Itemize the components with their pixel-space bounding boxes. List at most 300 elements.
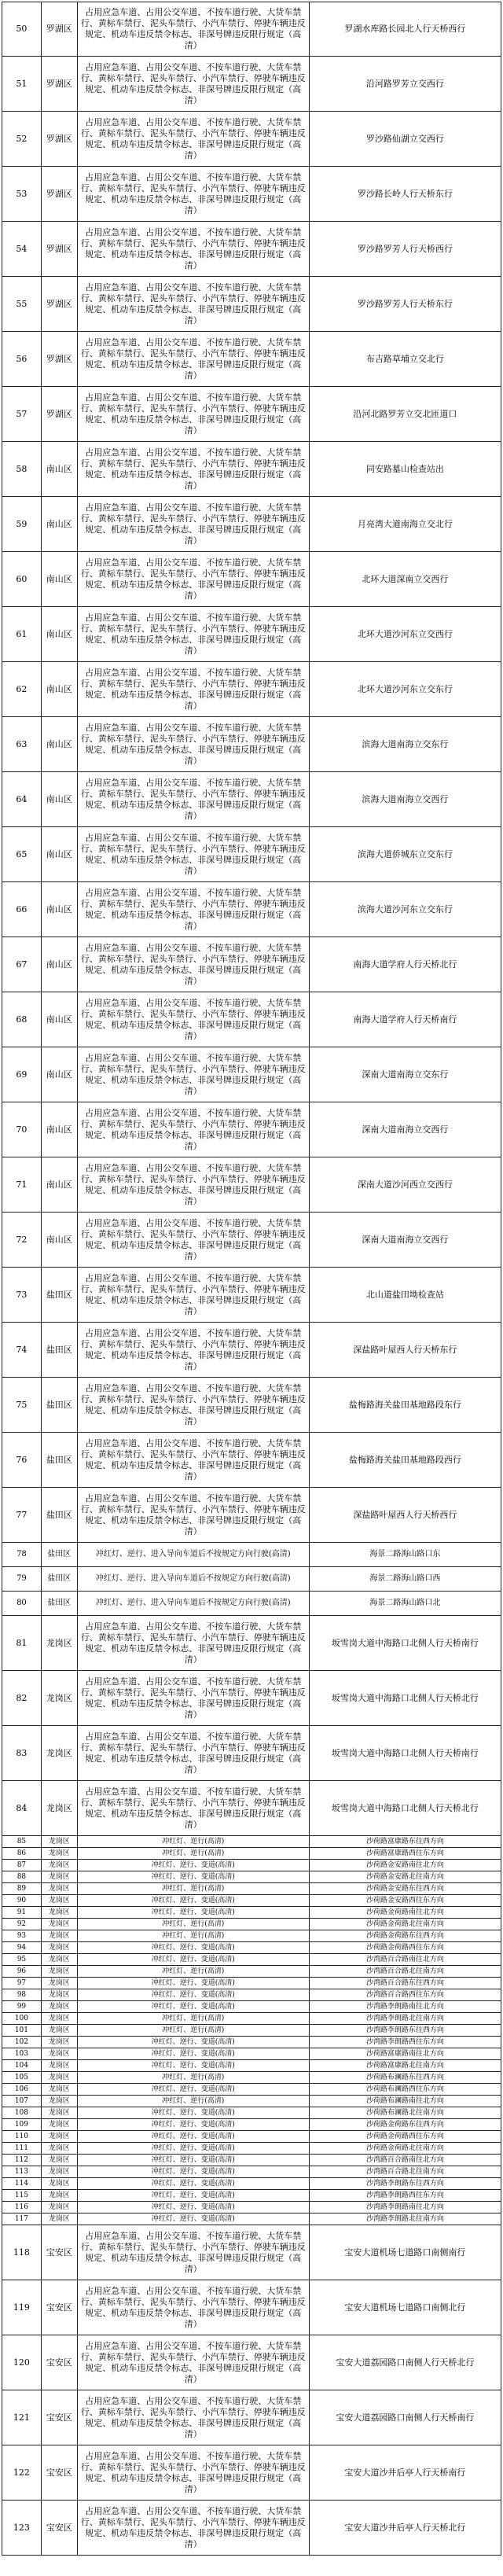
- violation-cell: 冲红灯、逆行、变道(高清): [78, 2155, 310, 2166]
- table-row: [2, 332, 501, 387]
- location-cell: 沙荷路富康路北往南方向: [365, 2062, 444, 2070]
- location-cell: 沙荷路金荷路西往东方向: [365, 1944, 444, 1952]
- violation-cell: 冲红灯、逆行、进入导向车道后不按规定方向行驶(高清): [78, 1567, 310, 1591]
- location-cell: 宝安大道机场七道路口南侧南行: [344, 2247, 466, 2258]
- location-cell: 坂雪岗大道中海路口北侧人行天桥北行: [331, 1692, 479, 1703]
- violation-cell: 占用应急车道、占用公交车道、不按车道行驶、大货车禁行、黄标车禁行、泥头车禁行、小汽车禁行、停驶车辆违反规定、机动车违反禁令标志、非深号牌违反限行规定（高清）: [78, 387, 310, 441]
- row-number: 62: [2, 662, 42, 716]
- violation-cell: 占用应急车道、占用公交车道、不按车道行驶、大货车禁行、黄标车禁行、泥头车禁行、小汽车禁行、停驶车辆违反规定、机动车违反禁令标志、非深号牌违反限行规定（高清）: [78, 882, 310, 937]
- location-cell: 沙荷路金荷路北往南方向: [365, 1920, 444, 1928]
- district-cell: 宝安区: [42, 2225, 78, 2280]
- location-cell: 沙荷路金安路南往北方向: [365, 1861, 444, 1869]
- violation-cell: 占用应急车道、占用公交车道、不按车道行驶、大货车禁行、黄标车禁行、泥头车禁行、小汽车禁行、停驶车辆违反规定、机动车违反禁令标志、非深号牌违反限行规定（高清）: [78, 1213, 310, 1267]
- table-row: [2, 2390, 501, 2445]
- location-cell: 北山道盐田坳检查站: [365, 1289, 444, 1300]
- row-number: 56: [2, 332, 42, 386]
- table-row: [2, 2335, 501, 2390]
- row-number: 64: [2, 772, 42, 826]
- location-cell: 南海大道学府人行天桥北行: [353, 959, 457, 970]
- row-number: 71: [2, 1157, 42, 1212]
- location-cell: 坂雪岗大道中海路口北侧人行天桥南行: [331, 1747, 479, 1758]
- violation-cell: 占用应急车道、占用公交车道、不按车道行驶、大货车禁行、黄标车禁行、泥头车禁行、小汽车禁行、停驶车辆违反规定、机动车违反禁令标志、非深号牌违反限行规定（高清）: [78, 1157, 310, 1212]
- violation-cell: 冲红灯、逆行(高清): [78, 1848, 310, 1859]
- location-cell: 沙荷路金安路东往西方向: [365, 1885, 444, 1893]
- violation-cell: 冲红灯、逆行(高清): [78, 1919, 310, 1930]
- row-number: 113: [2, 2166, 42, 2177]
- row-number: 108: [2, 2107, 42, 2118]
- location-cell: 盐梅路海关盐田基地路段西行: [348, 1454, 461, 1465]
- violation-cell: 冲红灯、逆行、变道(高清): [78, 2178, 310, 2189]
- location-cell: 沙湾路百合路东往西方向: [365, 1979, 444, 1987]
- table-row: [2, 1616, 501, 1671]
- location-cell: 罗沙路仙湖立交西行: [365, 133, 444, 144]
- location-cell: 沙湾路百合路南往北方向: [365, 2156, 444, 2164]
- violation-cell: 冲红灯、逆行、变道(高清): [78, 1871, 310, 1882]
- row-number: 61: [2, 607, 42, 661]
- row-number: 88: [2, 1871, 42, 1882]
- violation-cell: 占用应急车道、占用公交车道、不按车道行驶、大货车禁行、黄标车禁行、泥头车禁行、小汽车禁行、停驶车辆违反规定、机动车违反禁令标志、非深号牌违反限行规定（高清）: [78, 1378, 310, 1432]
- table-row: [2, 2037, 501, 2048]
- row-number: 118: [2, 2225, 42, 2280]
- violation-cell: 冲红灯、逆行、变道(高清): [78, 1895, 310, 1906]
- location-cell: 沙荷路富康路东往西方向: [365, 1838, 444, 1846]
- location-cell: 沙荷路金安路西往东方向: [365, 1897, 444, 1904]
- violation-cell: 冲红灯、逆行、变道(高清): [78, 2202, 310, 2213]
- district-cell: 罗湖区: [42, 57, 78, 111]
- table-row: [2, 882, 501, 937]
- district-cell: 龙岗区: [42, 2084, 78, 2095]
- location-cell: 沙荷路富康路南往北方向: [365, 2050, 444, 2058]
- violation-cell: 冲红灯、逆行、进入导向车道后不按规定方向行驶(高清): [78, 1592, 310, 1615]
- district-cell: 龙岗区: [42, 1989, 78, 2000]
- violation-cell: 冲红灯、逆行、变道(高清): [78, 2048, 310, 2059]
- row-number: 104: [2, 2060, 42, 2071]
- district-cell: 龙岗区: [42, 2025, 78, 2036]
- table-row: [2, 1726, 501, 1781]
- violation-cell: 冲红灯、逆行(高清): [78, 2072, 310, 2083]
- table-row: [2, 2084, 501, 2096]
- row-number: 100: [2, 2013, 42, 2024]
- row-number: 60: [2, 552, 42, 606]
- district-cell: 南山区: [42, 772, 78, 826]
- violation-cell: 占用应急车道、占用公交车道、不按车道行驶、大货车禁行、黄标车禁行、泥头车禁行、小汽车禁行、停驶车辆违反规定、机动车违反禁令标志、非深号牌违反限行规定（高清）: [78, 1616, 310, 1670]
- violation-cell: 冲红灯、逆行、变道(高清): [78, 2119, 310, 2130]
- district-cell: 盐田区: [42, 1592, 78, 1615]
- table-row: [2, 1919, 501, 1930]
- district-cell: 龙岗区: [42, 2096, 78, 2107]
- district-cell: 南山区: [42, 937, 78, 992]
- violation-cell: 占用应急车道、占用公交车道、不按车道行驶、大货车禁行、黄标车禁行、泥头车禁行、小汽车禁行、停驶车辆违反规定、机动车违反禁令标志、非深号牌违反限行规定（高清）: [78, 1726, 310, 1780]
- row-number: 69: [2, 1047, 42, 1102]
- table-row: [2, 57, 501, 112]
- row-number: 112: [2, 2155, 42, 2166]
- location-cell: 海景二路海山路口东: [369, 1550, 441, 1558]
- table-row: [2, 992, 501, 1047]
- violation-cell: 占用应急车道、占用公交车道、不按车道行驶、大货车禁行、黄标车禁行、泥头车禁行、小汽车禁行、停驶车辆违反规定、机动车违反禁令标志、非深号牌违反限行规定（高清）: [78, 552, 310, 606]
- district-cell: 罗湖区: [42, 387, 78, 441]
- district-cell: 南山区: [42, 1157, 78, 1212]
- table-row: [2, 1836, 501, 1848]
- table-row: [2, 167, 501, 222]
- location-cell: 布吉路草埔立交北行: [365, 353, 444, 364]
- district-cell: 龙岗区: [42, 1671, 78, 1725]
- violation-cell: 冲红灯、逆行、变道(高清): [78, 1978, 310, 1989]
- row-number: 114: [2, 2178, 42, 2189]
- violation-cell: 占用应急车道、占用公交车道、不按车道行驶、大货车禁行、黄标车禁行、泥头车禁行、小汽车禁行、停驶车辆违反规定、机动车违反禁令标志、非深号牌违反限行规定（高清）: [78, 827, 310, 881]
- location-cell: 坂雪岗大道中海路口北侧人行天桥北行: [331, 1802, 479, 1813]
- table-row: [2, 2001, 501, 2013]
- location-cell: 沙湾路李朗路南往北方向: [365, 2003, 444, 2011]
- row-number: 79: [2, 1567, 42, 1591]
- district-cell: 龙岗区: [42, 1907, 78, 1918]
- district-cell: 盐田区: [42, 1433, 78, 1487]
- location-cell: 沙湾路李朗路北往南方向: [365, 2215, 444, 2223]
- location-cell: 沙湾路李朗路东往西方向: [365, 2180, 444, 2188]
- violation-cell: 冲红灯、逆行(高清): [78, 1836, 310, 1847]
- location-cell: 深南大道沙河西立交西行: [357, 1179, 453, 1190]
- table-row: [2, 2280, 501, 2335]
- district-cell: 龙岗区: [42, 2119, 78, 2130]
- district-cell: 龙岗区: [42, 1883, 78, 1894]
- row-number: 83: [2, 1726, 42, 1780]
- location-cell: 滨海大道南海立交西行: [362, 793, 449, 804]
- violation-cell: 占用应急车道、占用公交车道、不按车道行驶、大货车禁行、黄标车禁行、泥头车禁行、小汽车禁行、停驶车辆违反规定、机动车违反禁令标志、非深号牌违反限行规定（高清）: [78, 277, 310, 331]
- district-cell: 龙岗区: [42, 2143, 78, 2154]
- row-number: 59: [2, 497, 42, 551]
- violation-cell: 占用应急车道、占用公交车道、不按车道行驶、大货车禁行、黄标车禁行、泥头车禁行、小汽车禁行、停驶车辆违反规定、机动车违反禁令标志、非深号牌违反限行规定（高清）: [78, 2225, 310, 2280]
- table-row: [2, 497, 501, 552]
- violation-cell: 冲红灯、逆行、变道(高清): [78, 2166, 310, 2177]
- district-cell: 宝安区: [42, 2445, 78, 2500]
- table-row: [2, 1930, 501, 1942]
- row-number: 122: [2, 2445, 42, 2500]
- table-row: [2, 1848, 501, 1860]
- violation-cell: 占用应急车道、占用公交车道、不按车道行驶、大货车禁行、黄标车禁行、泥头车禁行、小汽车禁行、停驶车辆违反规定、机动车违反禁令标志、非深号牌违反限行规定（高清）: [78, 992, 310, 1047]
- violation-cell: 占用应急车道、占用公交车道、不按车道行驶、大货车禁行、黄标车禁行、泥头车禁行、小汽车禁行、停驶车辆违反规定、机动车违反禁令标志、非深号牌违反限行规定（高清）: [78, 1781, 310, 1835]
- row-number: 120: [2, 2335, 42, 2390]
- violation-cell: 占用应急车道、占用公交车道、不按车道行驶、大货车禁行、黄标车禁行、泥头车禁行、小汽车禁行、停驶车辆违反规定、机动车违反禁令标志、非深号牌违反限行规定（高清）: [78, 1102, 310, 1157]
- violation-cell: 冲红灯、逆行、变道(高清): [78, 2037, 310, 2048]
- row-number: 58: [2, 442, 42, 496]
- violation-cell: 占用应急车道、占用公交车道、不按车道行驶、大货车禁行、黄标车禁行、泥头车禁行、小汽车禁行、停驶车辆违反规定、机动车违反禁令标志、非深号牌违反限行规定（高清）: [78, 662, 310, 716]
- location-cell: 沙湾路百合路北往南方向: [365, 2168, 444, 2176]
- table-row: [2, 1883, 501, 1895]
- district-cell: 罗湖区: [42, 277, 78, 331]
- location-cell: 沙湾路李朗路南往北方向: [365, 2203, 444, 2211]
- violation-cell: 冲红灯、逆行(高清): [78, 2096, 310, 2107]
- location-cell: 沙荷路布澜路北往南方向: [365, 2109, 444, 2117]
- row-number: 91: [2, 1907, 42, 1918]
- row-number: 52: [2, 112, 42, 166]
- district-cell: 盐田区: [42, 1543, 78, 1566]
- violation-cell: 占用应急车道、占用公交车道、不按车道行驶、大货车禁行、黄标车禁行、泥头车禁行、小汽车禁行、停驶车辆违反规定、机动车违反禁令标志、非深号牌违反限行规定（高清）: [78, 222, 310, 276]
- row-number: 66: [2, 882, 42, 937]
- row-number: 81: [2, 1616, 42, 1670]
- district-cell: 龙岗区: [42, 2214, 78, 2225]
- table-row: [2, 1157, 501, 1213]
- table-row: [2, 1268, 501, 1323]
- table-row: [2, 2131, 501, 2143]
- table-row: [2, 277, 501, 332]
- location-cell: 沙湾路李朗路西往东方向: [365, 2038, 444, 2046]
- table-row: [2, 2214, 501, 2225]
- location-cell: 宝安大道荔园路口南侧人行天桥北行: [336, 2357, 475, 2368]
- district-cell: 龙岗区: [42, 1781, 78, 1835]
- location-cell: 沙荷路金荷路东往西方向: [365, 2121, 444, 2129]
- table-row: [2, 1488, 501, 1543]
- violation-cell: 占用应急车道、占用公交车道、不按车道行驶、大货车禁行、黄标车禁行、泥头车禁行、小汽车禁行、停驶车辆违反规定、机动车违反禁令标志、非深号牌违反限行规定（高清）: [78, 1671, 310, 1725]
- location-cell: 罗沙路长岭人行天桥东行: [357, 188, 453, 199]
- row-number: 86: [2, 1848, 42, 1859]
- district-cell: 盐田区: [42, 1378, 78, 1432]
- location-cell: 宝安大道荔园路口南侧人行天桥南行: [336, 2412, 475, 2423]
- row-number: 106: [2, 2084, 42, 2095]
- row-number: 117: [2, 2214, 42, 2225]
- violation-cell: 冲红灯、逆行、变道(高清): [78, 2190, 310, 2201]
- table-row: [2, 662, 501, 717]
- location-cell: 同安路墓山检查站出: [365, 463, 444, 474]
- location-cell: 沙湾路李朗路东往西方向: [365, 2026, 444, 2034]
- location-cell: 罗湖水库路长园北人行天桥西行: [344, 24, 466, 34]
- district-cell: 龙岗区: [42, 1954, 78, 1965]
- district-cell: 龙岗区: [42, 2001, 78, 2012]
- district-cell: 宝安区: [42, 2335, 78, 2390]
- location-cell: 沙荷路金荷路西往东方向: [365, 2133, 444, 2140]
- table-row: [2, 2119, 501, 2131]
- location-cell: 沙荷路富康路西往东方向: [365, 1849, 444, 1857]
- violation-cell: 冲红灯、逆行、进入导向车道后不按规定方向行驶(高清): [78, 1543, 310, 1566]
- location-cell: 罗沙路罗芳人行天桥西行: [357, 243, 453, 254]
- location-cell: 沙荷路金荷路北往南方向: [365, 2144, 444, 2152]
- district-cell: 南山区: [42, 552, 78, 606]
- district-cell: 龙岗区: [42, 2131, 78, 2142]
- location-cell: 滨海大道侨城东立交东行: [357, 848, 453, 859]
- district-cell: 南山区: [42, 882, 78, 937]
- table-row: [2, 1978, 501, 1989]
- district-cell: 龙岗区: [42, 1860, 78, 1871]
- table-row: [2, 2501, 501, 2556]
- violation-cell: 占用应急车道、占用公交车道、不按车道行驶、大货车禁行、黄标车禁行、泥头车禁行、小汽车禁行、停驶车辆违反规定、机动车违反禁令标志、非深号牌违反限行规定（高清）: [78, 2501, 310, 2555]
- table-row: [2, 1895, 501, 1907]
- row-number: 85: [2, 1836, 42, 1847]
- table-row: [2, 772, 501, 827]
- location-cell: 海景二路海山路口西: [369, 1574, 441, 1583]
- district-cell: 南山区: [42, 827, 78, 881]
- district-cell: 南山区: [42, 442, 78, 496]
- violation-cell: 冲红灯、逆行、变道(高清): [78, 1860, 310, 1871]
- location-cell: 盐梅路海关盐田基地路段东行: [348, 1399, 461, 1410]
- row-number: 51: [2, 57, 42, 111]
- district-cell: 龙岗区: [42, 2155, 78, 2166]
- location-cell: 南海大道学府人行天桥南行: [353, 1014, 457, 1025]
- location-cell: 沿河北路罗芳立交北匝道口: [353, 408, 457, 419]
- district-cell: 盐田区: [42, 1567, 78, 1591]
- district-cell: 龙岗区: [42, 1836, 78, 1847]
- row-number: 107: [2, 2096, 42, 2107]
- location-cell: 海景二路海山路口北: [369, 1599, 441, 1607]
- table-row: [2, 2060, 501, 2072]
- row-number: 95: [2, 1954, 42, 1965]
- table-row: [2, 827, 501, 882]
- table-row: [2, 112, 501, 167]
- district-cell: 南山区: [42, 1102, 78, 1157]
- row-number: 123: [2, 2501, 42, 2555]
- location-cell: 北环大道沙河东立交西行: [357, 628, 453, 639]
- district-cell: 盐田区: [42, 1268, 78, 1322]
- row-number: 92: [2, 1919, 42, 1930]
- violation-cell: 占用应急车道、占用公交车道、不按车道行驶、大货车禁行、黄标车禁行、泥头车禁行、小汽车禁行、停驶车辆违反规定、机动车违反禁令标志、非深号牌违反限行规定（高清）: [78, 112, 310, 166]
- table-row: [2, 1213, 501, 1268]
- row-number: 63: [2, 717, 42, 771]
- district-cell: 罗湖区: [42, 167, 78, 221]
- table-row: [2, 2166, 501, 2178]
- violation-cell: 占用应急车道、占用公交车道、不按车道行驶、大货车禁行、黄标车禁行、泥头车禁行、小汽车禁行、停驶车辆违反规定、机动车违反禁令标志、非深号牌违反限行规定（高清）: [78, 2280, 310, 2335]
- row-number: 78: [2, 1543, 42, 1566]
- location-cell: 沙荷路金安路北往南方向: [365, 1873, 444, 1881]
- district-cell: 南山区: [42, 717, 78, 771]
- violation-cell: 冲红灯、逆行、变道(高清): [78, 2001, 310, 2012]
- table-row: [2, 2190, 501, 2202]
- district-cell: 龙岗区: [42, 1978, 78, 1989]
- table-row: [2, 2013, 501, 2025]
- violation-cell: 占用应急车道、占用公交车道、不按车道行驶、大货车禁行、黄标车禁行、泥头车禁行、小汽车禁行、停驶车辆违反规定、机动车违反禁令标志、非深号牌违反限行规定（高清）: [78, 1433, 310, 1487]
- district-cell: 宝安区: [42, 2280, 78, 2335]
- table-row: [2, 2225, 501, 2280]
- row-number: 102: [2, 2037, 42, 2048]
- district-cell: 南山区: [42, 662, 78, 716]
- row-number: 97: [2, 1978, 42, 1989]
- row-number: 84: [2, 1781, 42, 1835]
- table-row: [2, 1989, 501, 2001]
- district-cell: 宝安区: [42, 2390, 78, 2445]
- row-number: 101: [2, 2025, 42, 2036]
- table-row: [2, 1102, 501, 1157]
- table-row: [2, 2, 501, 57]
- row-number: 99: [2, 2001, 42, 2012]
- table-row: [2, 2025, 501, 2037]
- district-cell: 龙岗区: [42, 2166, 78, 2177]
- district-cell: 盐田区: [42, 1488, 78, 1542]
- row-number: 93: [2, 1930, 42, 1941]
- table-row: [2, 1954, 501, 1966]
- district-cell: 龙岗区: [42, 1942, 78, 1953]
- violation-cell: 冲红灯、逆行(高清): [78, 1966, 310, 1977]
- violation-cell: 占用应急车道、占用公交车道、不按车道行驶、大货车禁行、黄标车禁行、泥头车禁行、小汽车禁行、停驶车辆违反规定、机动车违反禁令标志、非深号牌违反限行规定（高清）: [78, 2335, 310, 2390]
- violation-cell: 占用应急车道、占用公交车道、不按车道行驶、大货车禁行、黄标车禁行、泥头车禁行、小汽车禁行、停驶车辆违反规定、机动车违反禁令标志、非深号牌违反限行规定（高清）: [78, 332, 310, 386]
- table-row: [2, 2143, 501, 2155]
- location-cell: 滨海大道沙河东立交东行: [357, 903, 453, 914]
- row-number: 103: [2, 2048, 42, 2059]
- table-row: [2, 2178, 501, 2190]
- district-cell: 龙岗区: [42, 2178, 78, 2189]
- violation-cell: 占用应急车道、占用公交车道、不按车道行驶、大货车禁行、黄标车禁行、泥头车禁行、小汽车禁行、停驶车辆违反规定、机动车违反禁令标志、非深号牌违反限行规定（高清）: [78, 57, 310, 111]
- violation-cell: 冲红灯、逆行、变道(高清): [78, 2214, 310, 2225]
- row-number: 54: [2, 222, 42, 276]
- district-cell: 南山区: [42, 1213, 78, 1267]
- row-number: 80: [2, 1592, 42, 1615]
- district-cell: 龙岗区: [42, 1848, 78, 1859]
- location-cell: 沙湾路李朗路西往东方向: [365, 2191, 444, 2199]
- row-number: 50: [2, 2, 42, 56]
- location-cell: 坂雪岗大道中海路口北侧人行天桥南行: [331, 1637, 479, 1648]
- location-cell: 沙荷路布澜路南往北方向: [365, 2097, 444, 2105]
- violation-cell: 冲红灯、逆行、变道(高清): [78, 2060, 310, 2071]
- violation-cell: 冲红灯、逆行、变道(高清): [78, 2107, 310, 2118]
- district-cell: 龙岗区: [42, 1616, 78, 1670]
- row-number: 90: [2, 1895, 42, 1906]
- table-row: [2, 442, 501, 497]
- district-cell: 南山区: [42, 992, 78, 1047]
- location-cell: 宝安大道沙井后亭人行天桥北行: [344, 2522, 466, 2533]
- district-cell: 罗湖区: [42, 2, 78, 56]
- table-row: [2, 222, 501, 277]
- violation-cell: 占用应急车道、占用公交车道、不按车道行驶、大货车禁行、黄标车禁行、泥头车禁行、小汽车禁行、停驶车辆违反规定、机动车违反禁令标志、非深号牌违反限行规定（高清）: [78, 1268, 310, 1322]
- district-cell: 龙岗区: [42, 2202, 78, 2213]
- table-row: [2, 1433, 501, 1488]
- district-cell: 南山区: [42, 497, 78, 551]
- table-row: [2, 607, 501, 662]
- violation-cell: 占用应急车道、占用公交车道、不按车道行驶、大货车禁行、黄标车禁行、泥头车禁行、小汽车禁行、停驶车辆违反规定、机动车违反禁令标志、非深号牌违反限行规定（高清）: [78, 1323, 310, 1377]
- district-cell: 龙岗区: [42, 1919, 78, 1930]
- violation-cell: 占用应急车道、占用公交车道、不按车道行驶、大货车禁行、黄标车禁行、泥头车禁行、小汽车禁行、停驶车辆违反规定、机动车违反禁令标志、非深号牌违反限行规定（高清）: [78, 2445, 310, 2500]
- row-number: 105: [2, 2072, 42, 2083]
- district-cell: 龙岗区: [42, 1895, 78, 1906]
- table-row: [2, 1907, 501, 1919]
- table-row: [2, 1323, 501, 1378]
- district-cell: 龙岗区: [42, 1930, 78, 1941]
- violation-cell: 冲红灯、逆行、变道(高清): [78, 2143, 310, 2154]
- row-number: 109: [2, 2119, 42, 2130]
- district-cell: 龙岗区: [42, 1966, 78, 1977]
- location-cell: 北环大道沙河东立交东行: [357, 683, 453, 694]
- location-cell: 沙荷路金荷路南往北方向: [365, 1908, 444, 1916]
- violation-cell: 占用应急车道、占用公交车道、不按车道行驶、大货车禁行、黄标车禁行、泥头车禁行、小汽车禁行、停驶车辆违反规定、机动车违反禁令标志、非深号牌违反限行规定（高清）: [78, 442, 310, 496]
- table-row: [2, 1966, 501, 1978]
- violation-cell: 占用应急车道、占用公交车道、不按车道行驶、大货车禁行、黄标车禁行、泥头车禁行、小汽车禁行、停驶车辆违反规定、机动车违反禁令标志、非深号牌违反限行规定（高清）: [78, 717, 310, 771]
- table-row: [2, 1592, 501, 1616]
- violation-cell: 冲红灯、逆行、变道(高清): [78, 1954, 310, 1965]
- table-row: [2, 2096, 501, 2107]
- location-cell: 月亮湾大道南海立交北行: [357, 518, 453, 529]
- violation-cell: 占用应急车道、占用公交车道、不按车道行驶、大货车禁行、黄标车禁行、泥头车禁行、小汽车禁行、停驶车辆违反规定、机动车违反禁令标志、非深号牌违反限行规定（高清）: [78, 167, 310, 221]
- district-cell: 龙岗区: [42, 2072, 78, 2083]
- table-row: [2, 1543, 501, 1567]
- row-number: 73: [2, 1268, 42, 1322]
- table-row: [2, 2072, 501, 2084]
- table-row: [2, 2155, 501, 2166]
- table-row: [2, 717, 501, 772]
- violation-cell: 占用应急车道、占用公交车道、不按车道行驶、大货车禁行、黄标车禁行、泥头车禁行、小汽车禁行、停驶车辆违反规定、机动车违反禁令标志、非深号牌违反限行规定（高清）: [78, 1047, 310, 1102]
- district-cell: 罗湖区: [42, 332, 78, 386]
- location-cell: 沿河路罗芳立交西行: [365, 78, 444, 89]
- location-cell: 沙湾路百合路南往北方向: [365, 1956, 444, 1963]
- district-cell: 盐田区: [42, 1323, 78, 1377]
- location-cell: 深南大道南海立交东行: [362, 1069, 449, 1080]
- table-row: [2, 387, 501, 442]
- district-cell: 罗湖区: [42, 112, 78, 166]
- row-number: 121: [2, 2390, 42, 2445]
- location-cell: 宝安大道沙井后亭人行天桥南行: [344, 2467, 466, 2478]
- violation-cell: 占用应急车道、占用公交车道、不按车道行驶、大货车禁行、黄标车禁行、泥头车禁行、小汽车禁行、停驶车辆违反规定、机动车违反禁令标志、非深号牌违反限行规定（高清）: [78, 937, 310, 992]
- violation-cell: 占用应急车道、占用公交车道、不按车道行驶、大货车禁行、黄标车禁行、泥头车禁行、小汽车禁行、停驶车辆违反规定、机动车违反禁令标志、非深号牌违反限行规定（高清）: [78, 2, 310, 56]
- location-cell: 沙荷路金荷路东往西方向: [365, 1932, 444, 1940]
- district-cell: 龙岗区: [42, 2107, 78, 2118]
- violation-cell: 冲红灯、逆行(高清): [78, 1883, 310, 1894]
- location-cell: 深南大道南海立交西行: [362, 1124, 449, 1135]
- row-number: 116: [2, 2202, 42, 2213]
- district-cell: 龙岗区: [42, 2048, 78, 2059]
- table-row: [2, 1378, 501, 1433]
